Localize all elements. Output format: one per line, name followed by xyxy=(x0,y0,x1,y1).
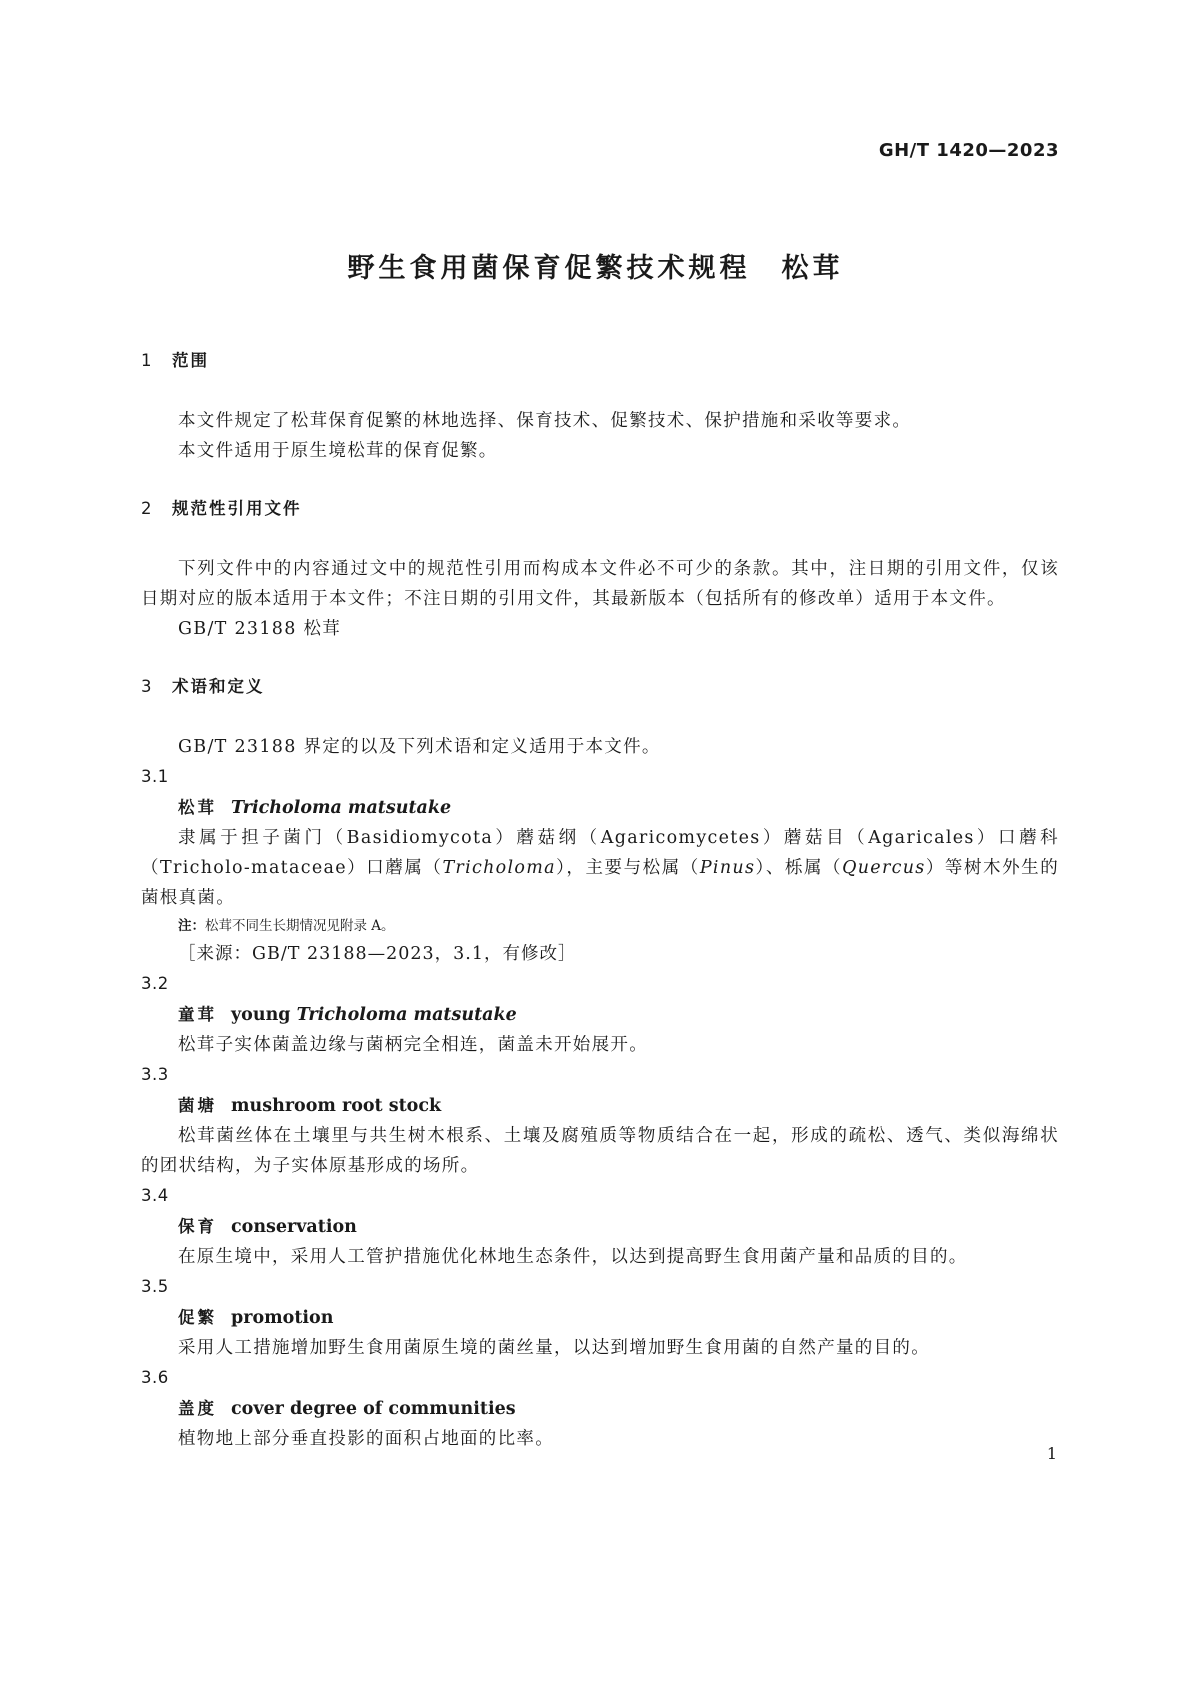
term-heading xyxy=(141,792,1059,823)
term-english: cover degree of communities xyxy=(231,1399,516,1419)
term-chinese: 盖度 xyxy=(178,1399,217,1418)
term-chinese: 松茸 xyxy=(178,798,217,817)
term-heading xyxy=(141,1302,1059,1333)
term-chinese: 童茸 xyxy=(178,1005,217,1024)
term-heading xyxy=(141,1211,1059,1242)
term-heading xyxy=(141,1393,1059,1424)
term-number: 3.5 xyxy=(141,1277,169,1296)
term-number: 3.1 xyxy=(141,767,169,786)
paragraph: GB/T 23188 界定的以及下列术语和定义适用于本文件。 xyxy=(178,737,661,757)
term-note xyxy=(141,913,1059,939)
term-english: promotion xyxy=(231,1308,334,1328)
term-chinese: 促繁 xyxy=(178,1308,217,1327)
section-number: 2 xyxy=(141,499,152,518)
term-definition: 松茸菌丝体在土壤里与共生树木根系、土壤及腐殖质等物质结合在一起，形成的疏松、透气、类似海绵状的团状结构，为子实体原基形成的场所。 xyxy=(141,1126,1059,1176)
term-english: Tricholoma matsutake xyxy=(231,798,452,818)
term-heading xyxy=(141,999,1059,1030)
term-english: young Tricholoma matsutake xyxy=(231,1005,517,1025)
term-definition: 采用人工措施增加野生食用菌原生境的菌丝量，以达到增加野生食用菌的自然产量的目的。 xyxy=(178,1338,930,1358)
term-english: mushroom root stock xyxy=(231,1096,442,1116)
section-title: 规范性引用文件 xyxy=(172,499,302,518)
note-text: 松茸不同生长期情况见附录 A。 xyxy=(205,918,395,934)
reference-item: GB/T 23188 松茸 xyxy=(178,619,342,639)
term-english: conservation xyxy=(231,1217,357,1237)
document-body xyxy=(141,346,1059,1454)
paragraph: 下列文件中的内容通过文中的规范性引用而构成本文件必不可少的条款。其中，注日期的引用文件，仅该日期对应的版本适用于本文件；不注日期的引用文件，其最新版本（包括所有的修改单）适用于本文件。 xyxy=(141,559,1059,609)
term-chinese: 菌塘 xyxy=(178,1096,217,1115)
section-heading-scope xyxy=(141,346,1059,376)
section-heading-normative-references xyxy=(141,494,1059,524)
section-title: 范围 xyxy=(172,351,209,370)
document-title: 野生食用菌保育促繁技术规程 松茸 xyxy=(347,253,844,284)
section-number: 1 xyxy=(141,351,152,370)
page-number: 1 xyxy=(1046,1444,1057,1463)
term-number: 3.4 xyxy=(141,1186,169,1205)
section-title: 术语和定义 xyxy=(172,677,265,696)
term-definition: 植物地上部分垂直投影的面积占地面的比率。 xyxy=(178,1429,554,1449)
term-number: 3.3 xyxy=(141,1065,169,1084)
term-definition: 在原生境中，采用人工管护措施优化林地生态条件，以达到提高野生食用菌产量和品质的目的。 xyxy=(178,1247,968,1267)
term-number: 3.2 xyxy=(141,974,169,993)
term-definition: 松茸子实体菌盖边缘与菌柄完全相连，菌盖未开始展开。 xyxy=(178,1035,648,1055)
term-chinese: 保育 xyxy=(178,1217,217,1236)
paragraph: 本文件适用于原生境松茸的保育促繁。 xyxy=(178,441,498,461)
term-source: ［来源：GB/T 23188—2023，3.1，有修改］ xyxy=(178,944,577,964)
note-label: 注： xyxy=(178,918,205,934)
standard-code: GH/T 1420—2023 xyxy=(878,140,1059,161)
section-heading-terms xyxy=(141,672,1059,702)
term-definition: 隶属于担子菌门（Basidiomycota）蘑菇纲（Agaricomycetes）蘑菇目（Agaricales）口蘑科（Tricholo-mataceae）口蘑属（Tricholoma），主要与松属（Pinus）、栎属（Quercus）等树木外生的菌根真菌。 xyxy=(141,828,1059,908)
paragraph: 本文件规定了松茸保育促繁的林地选择、保育技术、促繁技术、保护措施和采收等要求。 xyxy=(178,411,912,431)
section-number: 3 xyxy=(141,677,152,696)
term-heading xyxy=(141,1090,1059,1121)
term-number: 3.6 xyxy=(141,1368,169,1387)
